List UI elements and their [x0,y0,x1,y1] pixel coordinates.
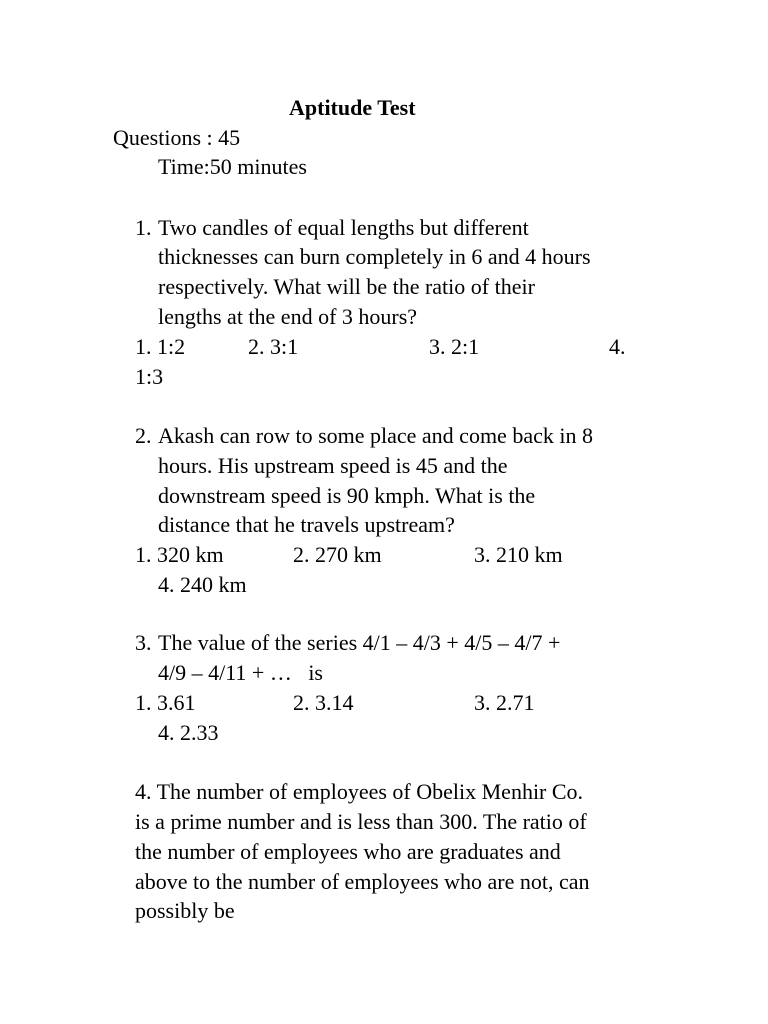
question-number: 1. [135,215,152,240]
answer-option: 2. 3:1 [248,334,299,359]
question-text-line: The value of the series 4/1 – 4/3 + 4/5 – 4/7 + [158,630,561,655]
question-text-line: is a prime number and is less than 300. The ratio of [135,809,587,834]
question-text-line: hours. His upstream speed is 45 and the [158,453,508,478]
page-title: Aptitude Test [289,95,416,120]
time-label: Time:50 minutes [158,154,307,179]
answer-option: 4. 240 km [158,572,247,597]
answer-option: 1. 3.61 [135,690,196,715]
question-text-line: respectively. What will be the ratio of their [158,274,535,299]
question-text-line: downstream speed is 90 kmph. What is the [158,483,536,508]
question-text-line: lengths at the end of 3 hours? [158,304,418,329]
question-text-line: above to the number of employees who are not, can [135,869,590,894]
question-text-line: Two candles of equal lengths but different [158,215,529,240]
question-number: 2. [135,423,152,448]
answer-option: 3. 2.71 [474,690,535,715]
answer-option: 1. 1:2 [135,334,186,359]
question-text-line: 4. The number of employees of Obelix Menhir Co. [135,779,584,804]
question-text-line: thicknesses can burn completely in 6 and 4 hours [158,244,591,269]
question-number: 3. [135,630,152,655]
question-text-line: distance that he travels upstream? [158,512,455,537]
question-text-line: 4/9 – 4/11 + … is [158,660,323,685]
answer-option: 2. 270 km [293,542,382,567]
questions-count-label: Questions : 45 [113,125,241,150]
answer-option: 2. 3.14 [293,690,354,715]
question-text-line: the number of employees who are graduates and [135,839,561,864]
answer-option: 4. [609,334,626,359]
answer-option: 3. 210 km [474,542,563,567]
answer-option: 3. 2:1 [429,334,480,359]
answer-option-continued: 1:3 [135,364,164,389]
question-text-line: possibly be [135,898,235,923]
answer-option: 4. 2.33 [158,720,219,745]
answer-option: 1. 320 km [135,542,224,567]
question-text-line: Akash can row to some place and come back in 8 [158,423,593,448]
